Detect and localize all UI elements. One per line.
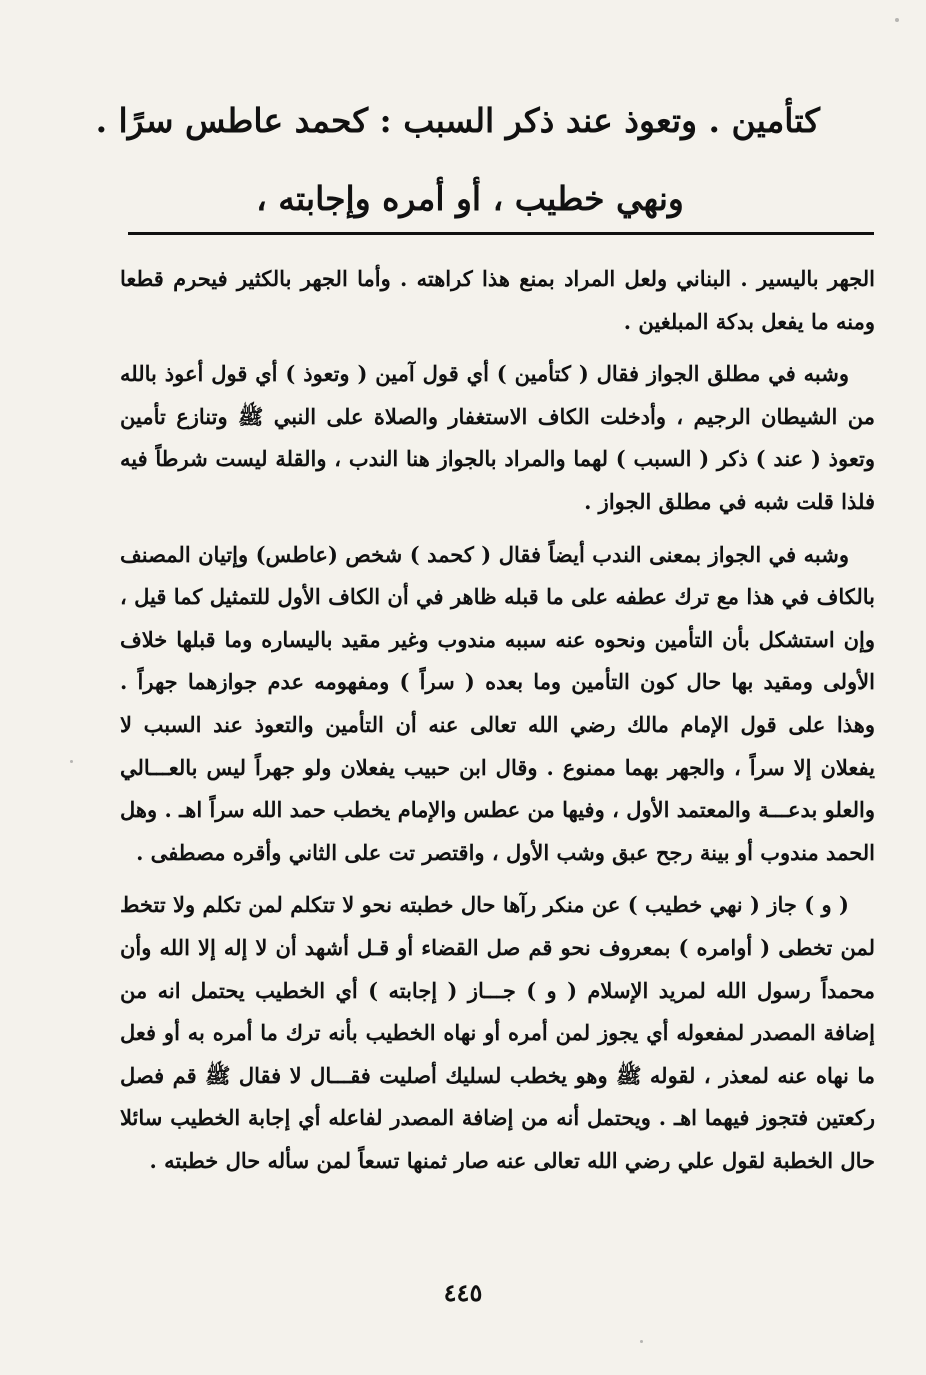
commentary-paragraph-4: ( و ) جاز ( نهي خطيب ) عن منكر رآها حال خطبته نحو لا تتكلم لمن تكلم ولا تتخط لمن تخطى ( أوامره ) بمعروف نحو قم صل القضاء أو قـل أشهد أن لا إله إلا الله وأن محمداً رسول الله لمريد الإسلام ( و ) جـــاز ( إجابته ) أي الخطيب يحتمل انه من إضافة المصدر لمفعوله أي يجوز لمن أمره أو نهاه الخطيب بأنه ترك ما أمره به أو فعل ما نهاه عنه لمعذر ، لقوله ﷺ وهو يخطب لسليك أصليت فقـــال لا فقال ﷺ قم فصل ركعتين فتجوز فيهما اهـ . ويحتمل أنه من إضافة المصدر لفاعله أي إجابة الخطيب سائلا حال الخطبة لقول علي رضي الله تعالى عنه صار ثمنها تسعاً لمن سأله حال خطبته .: [120, 892, 875, 1173]
scan-speck: [640, 1340, 643, 1343]
commentary-paragraph-3: وشبه في الجواز بمعنى الندب أيضاً فقال ( كحمد ) شخص (عاطس) وإتيان المصنف بالكاف في هذا مع ترك عطفه على ما قبله ظاهر في أن الكاف الأول للتمثيل كما قيل ، وإن استشكل بأن التأمين ونحوه عنه سببه مندوب وغير مقيد باليساره وما قبلها خلاف الأولى ومقيد بها حال كون التأمين وما بعده ( سراً ) ومفهومه عدم جوازهما جهراً . وهذا على قول الإمام مالك رضي الله تعالى عنه أن التأمين والتعوذ عند السبب لا يفعلان إلا سراً ، والجهر بهما ممنوع . وقال ابن حبيب يفعلان ولو جهراً ليس بالعـــالي والعلو بدعـــة والمعتمد الأول ، وفيها من عطس والإمام يخطب حمد الله سراً اهـ . وهل الحمد مندوب أو بينة رجح عبق وشب الأول ، واقتصر تت على الثاني وأقره مصطفى .: [120, 541, 875, 865]
scan-speck: [895, 18, 899, 22]
scan-speck: [70, 760, 73, 763]
commentary-paragraph-2: وشبه في مطلق الجواز فقال ( كتأمين ) أي قول آمين ( وتعوذ ) أي قول أعوذ بالله من الشيطان الرجيم ، وأدخلت الكاف الاستغفار والصلاة على النبي ﷺ وتنازع تأمين وتعوذ ( عند ) ذكر ( السبب ) لهما والمراد بالجواز هنا الندب ، والقلة ليست شرطاً فيه فلذا قلت شبه في مطلق الجواز .: [120, 361, 875, 514]
matn-line-2: ونهي خطيب ، أو أمره وإجابته ،: [256, 179, 684, 218]
page-number: ٤٤٥: [443, 1278, 483, 1307]
separator-rule: [128, 232, 874, 235]
matn-line-1: كتأمين . وتعوذ عند ذكر السبب : كحمد عاطس سرًا .: [95, 101, 820, 140]
commentary-text-block: [120, 258, 875, 1182]
commentary-paragraph-1: الجهر باليسير . البناني ولعل المراد بمنع هذا كراهته . وأما الجهر بالكثير فيحرم قطعا ومنه ما يفعل بدكة المبلغين .: [120, 266, 875, 334]
matn-text-block: [95, 82, 820, 238]
